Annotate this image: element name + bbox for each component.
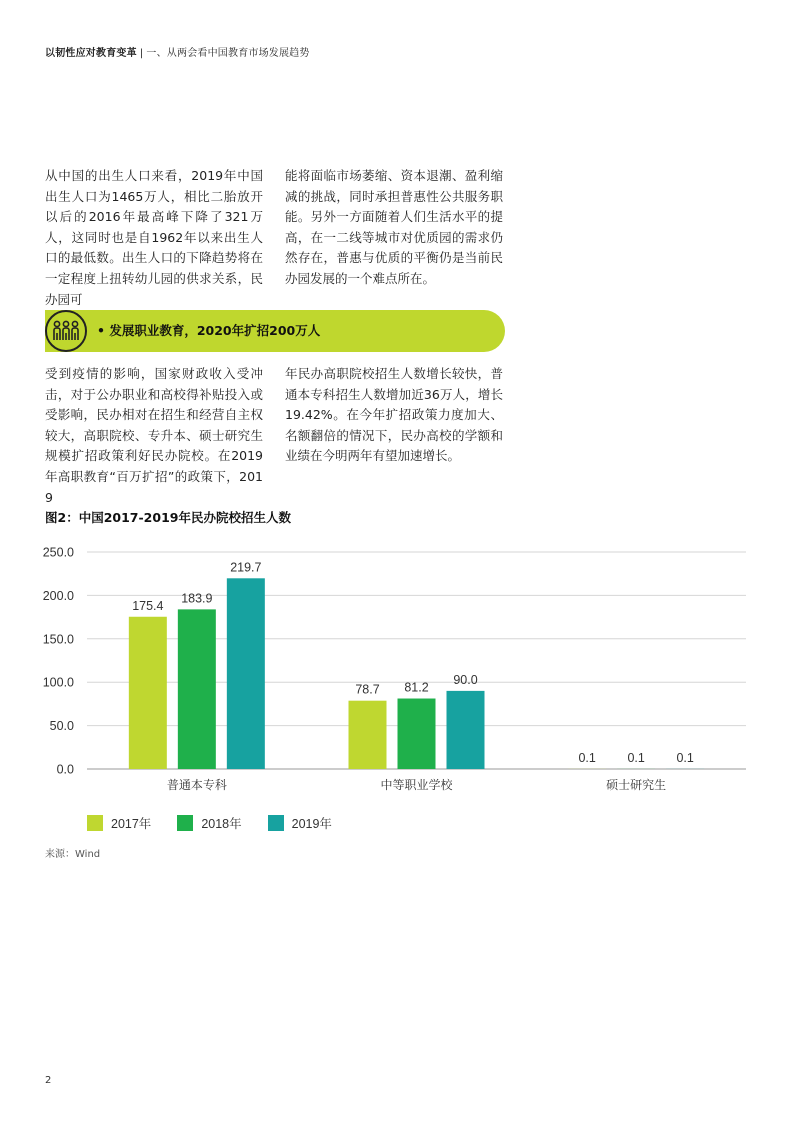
report-title: 以韧性应对教育变革: [45, 48, 137, 59]
data-label: 183.9: [181, 591, 213, 606]
legend-swatch-2018: [177, 815, 193, 831]
x-tick-label: 中等职业学校: [380, 778, 453, 792]
y-tick-label: 200.0: [42, 588, 74, 603]
legend-label-2017: 2017年: [111, 817, 152, 831]
section-title: 一、从两会看中国教育市场发展趋势: [146, 48, 310, 59]
data-label: 0.1: [627, 750, 645, 765]
y-tick-label: 150.0: [42, 632, 74, 647]
bar: [349, 701, 387, 769]
paragraph-enrollment-growth: 年民办高职院校招生人数增长较快，普通本专科招生人数增加近36万人，增长19.42%。在今年扩招政策力度加大、名额翻倍的情况下，民办高校的学额和业绩在今明两年有望加速增长。: [285, 366, 503, 464]
bar: [227, 578, 265, 769]
data-label: 175.4: [132, 598, 164, 613]
legend-item-2018: [177, 814, 241, 832]
chart-legend: [87, 814, 358, 832]
legend-item-2017: [87, 814, 151, 832]
bar: [398, 699, 436, 769]
section-banner: [45, 310, 505, 352]
page-number: 2: [45, 1075, 52, 1086]
bar: [178, 609, 216, 769]
x-tick-label: 普通本专科: [166, 778, 227, 792]
data-label: 78.7: [355, 682, 380, 697]
paragraph-kindergarten-market: 能将面临市场萎缩、资本退潮、盈利缩减的挑战，同时承担普惠性公共服务职能。另外一方面随着人们生活水平的提高，在一二线等城市对优质园的需求仍然存在，普惠与优质的平衡仍是当前民办园发展的一个难点所在。: [285, 168, 503, 286]
source-note: 来源：Wind: [45, 849, 101, 860]
data-label: 81.2: [404, 680, 429, 695]
x-tick-label: 硕士研究生: [606, 778, 667, 792]
legend-swatch-2017: [87, 815, 103, 831]
bar: [447, 691, 485, 769]
page-header: [45, 44, 310, 59]
enrollment-bar-chart: [0, 530, 793, 800]
data-label: 219.7: [230, 560, 262, 575]
paragraph-birth-population: 从中国的出生人口来看，2019年中国出生人口为1465万人，相比二胎放开以后的2016年最高峰下降了321万人，这同时也是自1962年以来出生人口的最低数。出生人口的下降趋势将在一定程度上扭转幼儿园的供求关系，民办园可: [45, 168, 263, 307]
y-tick-label: 100.0: [42, 675, 74, 690]
y-tick-label: 50.0: [49, 719, 74, 734]
data-label: 90.0: [453, 672, 478, 687]
chart-title: 图2：中国2017-2019年民办院校招生人数: [45, 510, 291, 525]
people-group-icon: [45, 310, 87, 352]
legend-swatch-2019: [268, 815, 284, 831]
data-label: 0.1: [578, 750, 596, 765]
header-separator: |: [139, 48, 144, 59]
paragraph-vocational-policy: 受到疫情的影响，国家财政收入受冲击，对于公办职业和高校得补贴投入或受影响，民办相对在招生和经营自主权较大，高职院校、专升本、硕士研究生规模扩招政策利好民办院校。在2019年高职教育“百万扩招”的政策下，2019: [45, 366, 263, 505]
banner-heading: • 发展职业教育，2020年扩招200万人: [97, 323, 321, 338]
legend-label-2018: 2018年: [201, 817, 242, 831]
y-tick-label: 250.0: [42, 545, 74, 560]
data-label: 0.1: [676, 750, 694, 765]
legend-item-2019: [268, 814, 332, 832]
legend-label-2019: 2019年: [291, 817, 332, 831]
y-tick-label: 0.0: [56, 762, 74, 777]
bar: [129, 617, 167, 769]
